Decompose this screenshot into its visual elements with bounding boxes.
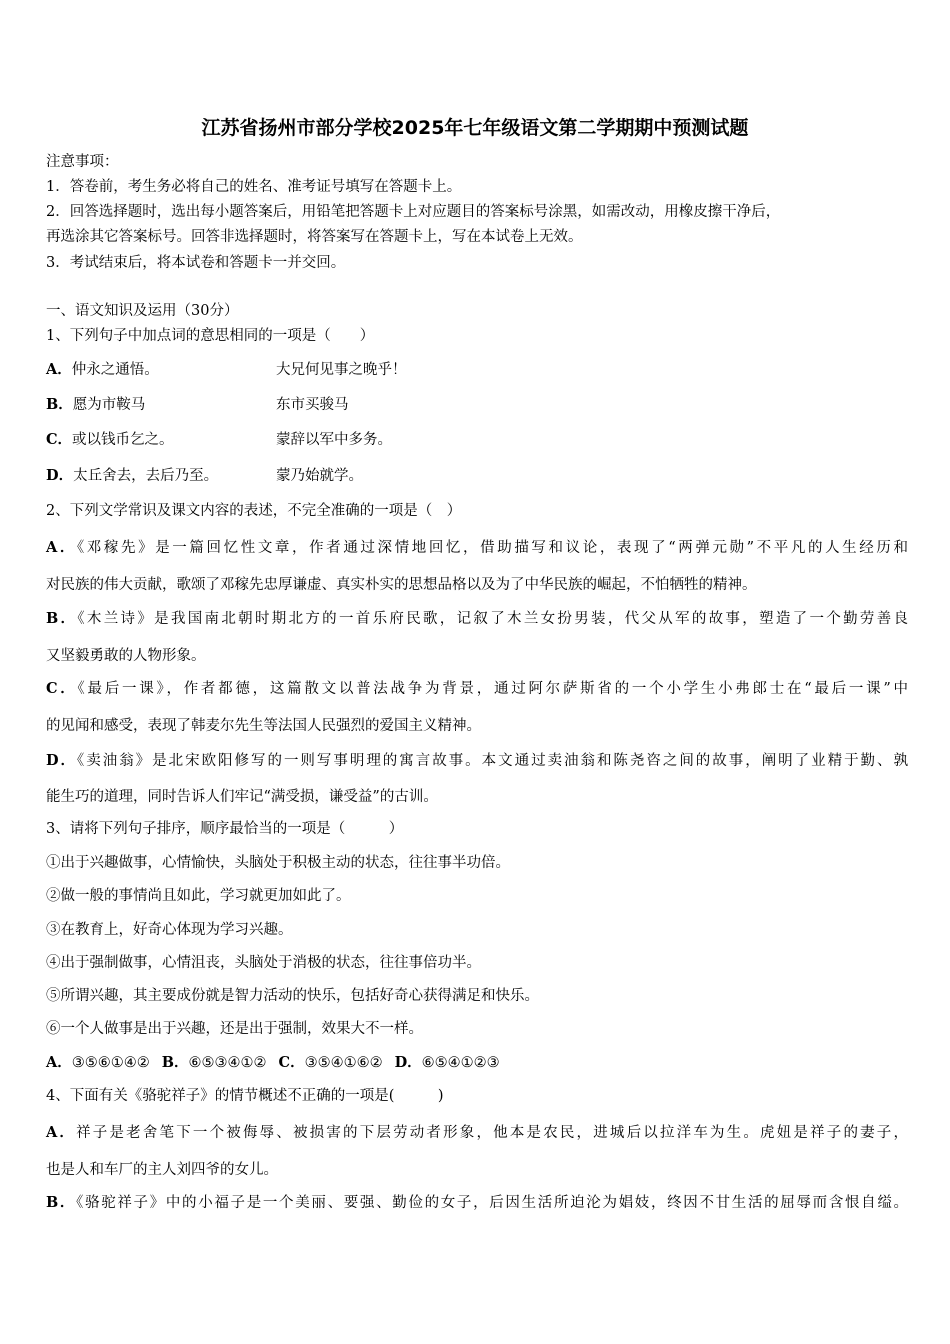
q3-sentence-1: ①出于兴趣做事，心情愉快，头脑处于积极主动的状态，往往事半功倍。 bbox=[46, 855, 510, 871]
option-label: D． bbox=[46, 467, 74, 484]
q1-option-a bbox=[46, 360, 159, 380]
option-text: 《邓稼先》是一篇回忆性文章，作者通过深情地回忆，借助描写和议论，表现了“两弹元勋”不平凡的人生经历和 bbox=[76, 540, 908, 556]
option-text: 或以钱币乞之。 bbox=[72, 432, 174, 448]
q2-option-b-line2: 又坚毅勇敢的人物形象。 bbox=[46, 648, 206, 664]
option-label: C． bbox=[46, 431, 73, 448]
q4-option-a-line2: 也是人和车厂的主人刘四爷的女儿。 bbox=[46, 1162, 278, 1178]
option-text: 祥子是老舍笔下一个被侮辱、被损害的下层劳动者形象，他本是农民，进城后以拉洋车为生。虎妞是祥子的妻子， bbox=[76, 1125, 908, 1141]
option-label: A． bbox=[46, 539, 77, 556]
q1-option-c-right: 蒙辞以军中多务。 bbox=[276, 432, 392, 448]
q2-option-d-line2: 能生巧的道理，同时告诉人们牢记“满受损，谦受益”的古训。 bbox=[46, 789, 438, 805]
q1-option-c bbox=[46, 430, 174, 450]
option-label: B． bbox=[46, 1194, 77, 1211]
option-text: ③⑤④①⑥② bbox=[304, 1055, 383, 1071]
option-label: C． bbox=[278, 1054, 305, 1071]
option-label: D． bbox=[394, 1054, 422, 1071]
option-label: B． bbox=[161, 1054, 189, 1071]
q3-options bbox=[46, 1053, 500, 1073]
question-4-stem: 4、下面有关《骆驼祥子》的情节概述不正确的一项是( ) bbox=[46, 1088, 444, 1104]
q2-option-c-line1 bbox=[46, 679, 908, 699]
q2-option-c-line2: 的见闻和感受，表现了韩麦尔先生等法国人民强烈的爱国主义精神。 bbox=[46, 718, 481, 734]
option-label: C． bbox=[46, 680, 78, 697]
page-title: 江苏省扬州市部分学校2025年七年级语文第二学期期中预测试题 bbox=[201, 117, 749, 139]
notice-item-2a: 2．回答选择题时，选出每小题答案后，用铅笔把答题卡上对应题目的答案标号涂黑，如需改动，用橡皮擦干净后， bbox=[46, 204, 781, 220]
q3-sentence-5: ⑤所谓兴趣，其主要成份就是智力活动的快乐，包括好奇心获得满足和快乐。 bbox=[46, 988, 539, 1004]
notice-heading: 注意事项： bbox=[46, 154, 119, 170]
q3-sentence-3: ③在教育上，好奇心体现为学习兴趣。 bbox=[46, 922, 293, 938]
section-heading: 一、语文知识及运用（30分） bbox=[46, 303, 239, 319]
q1-option-b-right: 东市买骏马 bbox=[276, 397, 349, 413]
option-text: 《骆驼祥子》中的小福子是一个美丽、要强、勤俭的女子，后因生活所迫沦为娼妓，终因不甘生活的屈辱而含恨自缢。 bbox=[76, 1195, 908, 1211]
question-1-stem: 1、下列句子中加点词的意思相同的一项是（ ） bbox=[46, 328, 375, 344]
option-label: A． bbox=[46, 1124, 77, 1141]
option-text: 仲永之通悟。 bbox=[71, 362, 159, 378]
option-text: 《卖油翁》是北宋欧阳修写的一则写事明理的寓言故事。本文通过卖油翁和陈尧咨之间的故事，阐明了业精于勤、孰 bbox=[77, 753, 908, 769]
notice-item-3: 3．考试结束后，将本试卷和答题卡一并交回。 bbox=[46, 255, 346, 271]
option-label: A． bbox=[46, 1054, 72, 1071]
notice-item-2b: 再选涂其它答案标号。回答非选择题时，将答案写在答题卡上，写在本试卷上无效。 bbox=[46, 229, 583, 245]
option-text: 愿为市鞍马 bbox=[72, 397, 146, 413]
option-text: ⑥⑤④①②③ bbox=[421, 1055, 500, 1071]
option-text: 《木兰诗》是我国南北朝时期北方的一首乐府民歌，记叙了木兰女扮男装，代父从军的故事，塑造了一个勤劳善良 bbox=[77, 611, 908, 627]
q3-sentence-2: ②做一般的事情尚且如此，学习就更加如此了。 bbox=[46, 888, 351, 904]
option-label: B． bbox=[46, 396, 73, 413]
q1-option-d bbox=[46, 466, 218, 486]
q3-sentence-6: ⑥一个人做事是出于兴趣，还是出于强制，效果大不一样。 bbox=[46, 1021, 423, 1037]
q2-option-a-line1 bbox=[46, 538, 908, 558]
q2-option-d-line1 bbox=[46, 751, 908, 771]
notice-item-1: 1．答卷前，考生务必将自己的姓名、准考证号填写在答题卡上。 bbox=[46, 179, 462, 195]
option-text: ⑥⑤③④①② bbox=[188, 1055, 267, 1071]
option-text: 《最后一课》，作者都德，这篇散文以普法战争为背景，通过阿尔萨斯省的一个小学生小弗郎士在“最后一课”中 bbox=[77, 681, 909, 697]
q1-option-d-right: 蒙乃始就学。 bbox=[276, 468, 363, 484]
q3-sentence-4: ④出于强制做事，心情沮丧，头脑处于消极的状态，往往事倍功半。 bbox=[46, 955, 481, 971]
option-label: A． bbox=[46, 361, 72, 378]
q1-option-b bbox=[46, 395, 145, 415]
option-text: 太丘舍去，去后乃至。 bbox=[73, 468, 219, 484]
option-label: B． bbox=[46, 610, 78, 627]
question-3-stem: 3、请将下列句子排序，顺序最恰当的一项是（ ） bbox=[46, 821, 404, 837]
q2-option-b-line1 bbox=[46, 609, 908, 629]
q4-option-b-line1 bbox=[46, 1193, 908, 1213]
option-text: ③⑤⑥①④② bbox=[71, 1055, 150, 1071]
option-label: D． bbox=[46, 752, 78, 769]
q1-option-a-right: 大兄何见事之晚乎！ bbox=[276, 362, 407, 378]
q4-option-a-line1 bbox=[46, 1123, 908, 1143]
q2-option-a-line2: 对民族的伟大贡献，歌颂了邓稼先忠厚谦虚、真实朴实的思想品格以及为了中华民族的崛起，不怕牺牲的精神。 bbox=[46, 577, 757, 593]
question-2-stem: 2、下列文学常识及课文内容的表述，不完全准确的一项是（ ） bbox=[46, 503, 462, 519]
